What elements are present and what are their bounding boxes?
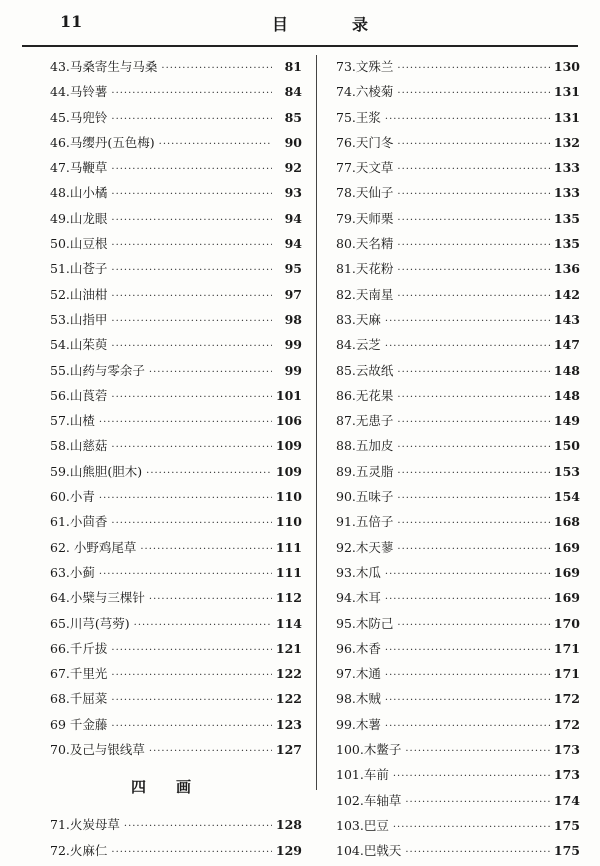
toc-entry <box>336 433 580 458</box>
dot-leader <box>111 334 272 359</box>
entry-page-number: 111 <box>275 539 302 555</box>
entry-title: 64.小檗与三棵针 <box>50 590 145 606</box>
entry-title: 80.天名精 <box>336 236 394 252</box>
entry-title: 50.山豆根 <box>50 236 108 252</box>
entry-title: 83.天麻 <box>336 311 381 327</box>
toc-entry <box>50 332 302 357</box>
dot-leader <box>397 461 550 486</box>
entry-title: 49.山龙眼 <box>50 210 108 226</box>
toc-entry <box>50 661 302 686</box>
dot-leader <box>385 562 550 587</box>
entry-title: 73.文殊兰 <box>336 59 394 74</box>
entry-title: 62. 小野鸡尾草 <box>50 539 137 555</box>
entry-title: 48.山小橘 <box>50 185 108 201</box>
toc-entry <box>336 560 580 585</box>
entry-title: 91.五倍子 <box>336 514 394 530</box>
dot-leader <box>397 435 550 460</box>
entry-page-number: 168 <box>553 514 580 530</box>
dot-leader <box>111 511 272 536</box>
entry-page-number: 169 <box>553 539 580 555</box>
toc-entry <box>50 812 302 837</box>
dot-leader <box>397 410 550 435</box>
dot-leader <box>385 663 550 688</box>
toc-entry <box>50 484 302 509</box>
entry-page-number: 130 <box>553 59 580 74</box>
dot-leader <box>405 790 550 815</box>
dot-leader <box>393 815 550 840</box>
entry-page-number: 99 <box>284 362 302 378</box>
toc-entry <box>50 636 302 661</box>
entry-title: 79.天师栗 <box>336 210 394 226</box>
entry-title: 81.天花粉 <box>336 261 394 277</box>
entry-title: 103.巴豆 <box>336 817 389 833</box>
dot-leader <box>111 233 272 258</box>
entry-title: 68.千屈菜 <box>50 691 108 707</box>
toc-entry <box>336 762 580 787</box>
toc-entry <box>50 105 302 130</box>
toc-entry <box>336 282 580 307</box>
dot-leader <box>397 182 550 207</box>
toc-entry <box>336 155 580 180</box>
header-rule <box>22 45 578 47</box>
entry-title: 97.木通 <box>336 666 381 682</box>
toc-entry <box>50 155 302 180</box>
toc-entry <box>336 535 580 560</box>
entry-title: 54.山茱萸 <box>50 337 108 353</box>
dot-leader <box>397 233 550 258</box>
dot-leader <box>111 385 272 410</box>
toc-entry <box>336 838 580 863</box>
entry-title: 60.小青 <box>50 489 95 505</box>
entry-title: 55.山药与零余子 <box>50 362 145 378</box>
entry-title: 88.五加皮 <box>336 438 394 454</box>
entry-title: 46.马缨丹(五色梅) <box>50 134 155 150</box>
dot-leader <box>397 537 550 562</box>
toc-entry <box>50 585 302 610</box>
entry-page-number: 98 <box>284 311 302 327</box>
entry-page-number: 175 <box>553 843 580 859</box>
entry-title: 44.马铃薯 <box>50 84 108 100</box>
entry-page-number: 172 <box>553 716 580 732</box>
toc-entry <box>50 79 302 104</box>
toc-entry <box>50 307 302 332</box>
entry-title: 74.六棱菊 <box>336 84 394 100</box>
toc-entry <box>50 459 302 484</box>
entry-title: 92.木天蓼 <box>336 539 394 555</box>
entry-title: 43.马桑寄生与马桑 <box>50 59 158 74</box>
entry-title: 84.云芝 <box>336 337 381 353</box>
entry-title: 75.王浆 <box>336 109 381 125</box>
entry-page-number: 127 <box>275 742 302 758</box>
entry-page-number: 153 <box>553 463 580 479</box>
toc-entry <box>50 712 302 737</box>
toc-entry <box>336 611 580 636</box>
toc-entry <box>50 509 302 534</box>
toc-entry <box>50 206 302 231</box>
toc-entry <box>336 585 580 610</box>
entry-page-number: 109 <box>275 463 302 479</box>
toc-entry <box>50 535 302 560</box>
dot-leader <box>111 663 272 688</box>
dot-leader <box>385 714 550 739</box>
entry-title: 77.天文草 <box>336 160 394 176</box>
toc-entry <box>336 130 580 155</box>
entry-page-number: 135 <box>553 236 580 252</box>
toc-entry <box>336 231 580 256</box>
entry-page-number: 106 <box>275 413 302 429</box>
dot-leader <box>385 638 550 663</box>
dot-leader <box>111 81 272 106</box>
dot-leader <box>134 613 272 638</box>
toc-entry <box>336 256 580 281</box>
dot-leader <box>385 587 550 612</box>
entry-title: 72.火麻仁 <box>50 842 108 858</box>
toc-entry <box>336 358 580 383</box>
dot-leader <box>385 107 550 132</box>
dot-leader <box>140 537 272 562</box>
dot-leader <box>146 461 272 486</box>
dot-leader <box>99 562 272 587</box>
entry-title: 98.木贼 <box>336 691 381 707</box>
entry-page-number: 109 <box>275 438 302 454</box>
entry-page-number: 110 <box>275 489 302 505</box>
dot-leader <box>99 486 272 511</box>
dot-leader <box>397 56 550 81</box>
dot-leader <box>393 764 550 789</box>
entry-title: 61.小茴香 <box>50 514 108 530</box>
dot-leader <box>149 739 272 764</box>
entry-title: 47.马鞭草 <box>50 160 108 176</box>
entry-page-number: 81 <box>284 59 302 74</box>
toc-entry <box>336 206 580 231</box>
dot-leader <box>111 840 272 865</box>
entry-page-number: 173 <box>553 767 580 783</box>
entry-title: 70.及己与银线草 <box>50 742 145 758</box>
dot-leader <box>397 613 550 638</box>
entry-title: 87.无患子 <box>336 413 394 429</box>
entry-title: 96.木香 <box>336 640 381 656</box>
entry-title: 78.天仙子 <box>336 185 394 201</box>
dot-leader <box>397 284 550 309</box>
entry-page-number: 133 <box>553 160 580 176</box>
entry-title: 66.千斤拔 <box>50 640 108 656</box>
entry-page-number: 129 <box>275 842 302 858</box>
toc-entry <box>50 838 302 863</box>
entry-title: 82.天南星 <box>336 286 394 302</box>
toc-entry <box>50 282 302 307</box>
toc-entry <box>50 180 302 205</box>
toc-entry <box>336 180 580 205</box>
dot-leader <box>111 107 272 132</box>
dot-leader <box>149 360 272 385</box>
entry-title: 76.天门冬 <box>336 134 394 150</box>
entry-title: 94.木耳 <box>336 590 381 606</box>
toc-entry <box>50 611 302 636</box>
dot-leader <box>111 157 272 182</box>
entry-title: 67.千里光 <box>50 666 108 682</box>
entry-page-number: 90 <box>284 134 302 150</box>
entry-page-number: 84 <box>284 84 302 100</box>
entry-page-number: 99 <box>284 337 302 353</box>
entry-title: 86.无花果 <box>336 387 394 403</box>
page-header <box>0 10 600 38</box>
toc-entry <box>336 813 580 838</box>
dot-leader <box>149 587 272 612</box>
toc-entry <box>336 459 580 484</box>
dot-leader <box>385 688 550 713</box>
dot-leader <box>111 258 272 283</box>
entry-page-number: 171 <box>553 640 580 656</box>
toc-entry <box>336 788 580 813</box>
entry-page-number: 154 <box>553 489 580 505</box>
toc-entry <box>336 712 580 737</box>
entry-title: 102.车轴草 <box>336 792 402 808</box>
dot-leader <box>124 814 272 839</box>
toc-entry <box>336 383 580 408</box>
entry-title: 101.车前 <box>336 767 389 783</box>
dot-leader <box>111 638 272 663</box>
dot-leader <box>111 182 272 207</box>
toc-entry <box>336 484 580 509</box>
entry-page-number: 173 <box>553 742 580 758</box>
dot-leader <box>111 714 272 739</box>
entry-page-number: 148 <box>553 362 580 378</box>
toc-entry <box>50 737 302 762</box>
entry-title: 58.山慈菇 <box>50 438 108 454</box>
entry-page-number: 114 <box>275 615 302 631</box>
entry-page-number: 171 <box>553 666 580 682</box>
entry-page-number: 169 <box>553 564 580 580</box>
toc-entry <box>50 54 302 79</box>
entry-page-number: 149 <box>553 413 580 429</box>
entry-page-number: 136 <box>553 261 580 277</box>
entry-page-number: 147 <box>553 337 580 353</box>
entry-page-number: 101 <box>275 387 302 403</box>
entry-page-number: 172 <box>553 691 580 707</box>
dot-leader <box>397 486 550 511</box>
entry-page-number: 94 <box>284 210 302 226</box>
left-column <box>50 54 302 863</box>
dot-leader <box>397 511 550 536</box>
dot-leader <box>397 385 550 410</box>
entry-page-number: 175 <box>553 817 580 833</box>
page-title-part2: 录 <box>352 15 369 34</box>
entry-title: 71.火炭母草 <box>50 817 120 833</box>
toc-entry <box>336 332 580 357</box>
dot-leader <box>161 56 272 81</box>
toc-entry <box>336 54 580 79</box>
toc-entry <box>336 408 580 433</box>
entry-page-number: 135 <box>553 210 580 226</box>
entry-title: 95.木防己 <box>336 615 394 631</box>
dot-leader <box>397 360 550 385</box>
dot-leader <box>111 284 272 309</box>
entry-page-number: 131 <box>553 84 580 100</box>
entry-title: 52.山油柑 <box>50 286 108 302</box>
toc-entry <box>50 433 302 458</box>
entry-page-number: 94 <box>284 236 302 252</box>
dot-leader <box>397 157 550 182</box>
entry-title: 63.小蓟 <box>50 564 95 580</box>
entry-page-number: 122 <box>275 691 302 707</box>
toc-entry <box>336 661 580 686</box>
entry-page-number: 111 <box>275 564 302 580</box>
dot-leader <box>111 435 272 460</box>
entry-page-number: 150 <box>553 438 580 454</box>
toc-entry <box>50 408 302 433</box>
toc-entry <box>336 636 580 661</box>
toc-entry <box>336 105 580 130</box>
entry-title: 99.木薯 <box>336 716 381 732</box>
toc-entry <box>50 231 302 256</box>
entry-page-number: 174 <box>553 792 580 808</box>
entry-title: 56.山莨菪 <box>50 387 108 403</box>
entry-page-number: 169 <box>553 590 580 606</box>
entry-title: 93.木瓜 <box>336 564 381 580</box>
entry-title: 85.云故纸 <box>336 362 394 378</box>
dot-leader <box>397 132 550 157</box>
toc-entry <box>336 686 580 711</box>
page-title-part1: 目 <box>272 15 289 34</box>
toc-entry <box>336 79 580 104</box>
dot-leader <box>111 309 272 334</box>
entry-page-number: 170 <box>553 615 580 631</box>
entry-page-number: 133 <box>553 185 580 201</box>
page-number: 11 <box>60 12 83 31</box>
toc-entry <box>336 509 580 534</box>
entry-page-number: 128 <box>275 817 302 833</box>
toc-entry <box>50 383 302 408</box>
dot-leader <box>397 208 550 233</box>
entry-page-number: 97 <box>284 286 302 302</box>
right-column <box>336 54 580 864</box>
entry-title: 57.山楂 <box>50 413 95 429</box>
entry-page-number: 122 <box>275 666 302 682</box>
dot-leader <box>99 410 272 435</box>
toc-entry <box>336 307 580 332</box>
entry-page-number: 85 <box>284 109 302 125</box>
dot-leader <box>397 81 550 106</box>
toc-entry <box>50 560 302 585</box>
dot-leader <box>385 334 550 359</box>
entry-title: 65.川芎(芎䓖) <box>50 615 130 631</box>
entry-title: 45.马兜铃 <box>50 109 108 125</box>
entry-page-number: 131 <box>553 109 580 125</box>
section-heading: 四画 <box>130 778 221 797</box>
dot-leader <box>405 840 550 865</box>
dot-leader <box>397 258 550 283</box>
entry-page-number: 121 <box>275 640 302 656</box>
entry-page-number: 112 <box>275 590 302 606</box>
entry-page-number: 148 <box>553 387 580 403</box>
entry-page-number: 142 <box>553 286 580 302</box>
toc-entry <box>50 358 302 383</box>
dot-leader <box>385 309 550 334</box>
entry-title: 53.山指甲 <box>50 311 108 327</box>
toc-entry <box>50 130 302 155</box>
entry-title: 89.五灵脂 <box>336 463 394 479</box>
entry-title: 51.山苍子 <box>50 261 108 277</box>
entry-title: 59.山熊胆(胆木) <box>50 463 143 479</box>
entry-title: 104.巴戟天 <box>336 843 402 859</box>
dot-leader <box>111 208 272 233</box>
toc-entry <box>50 686 302 711</box>
entry-title: 69 千金藤 <box>50 716 108 732</box>
entry-page-number: 93 <box>284 185 302 201</box>
toc-entry <box>50 256 302 281</box>
toc-entry <box>336 737 580 762</box>
entry-page-number: 110 <box>275 514 302 530</box>
entry-page-number: 95 <box>284 261 302 277</box>
dot-leader <box>405 739 550 764</box>
dot-leader <box>159 132 272 157</box>
entry-title: 90.五味子 <box>336 489 394 505</box>
entry-title: 100.木鳖子 <box>336 742 402 758</box>
dot-leader <box>111 688 272 713</box>
entry-page-number: 92 <box>284 160 302 176</box>
column-divider <box>316 55 317 790</box>
entry-page-number: 123 <box>275 716 302 732</box>
entry-page-number: 132 <box>553 134 580 150</box>
entry-page-number: 143 <box>553 311 580 327</box>
